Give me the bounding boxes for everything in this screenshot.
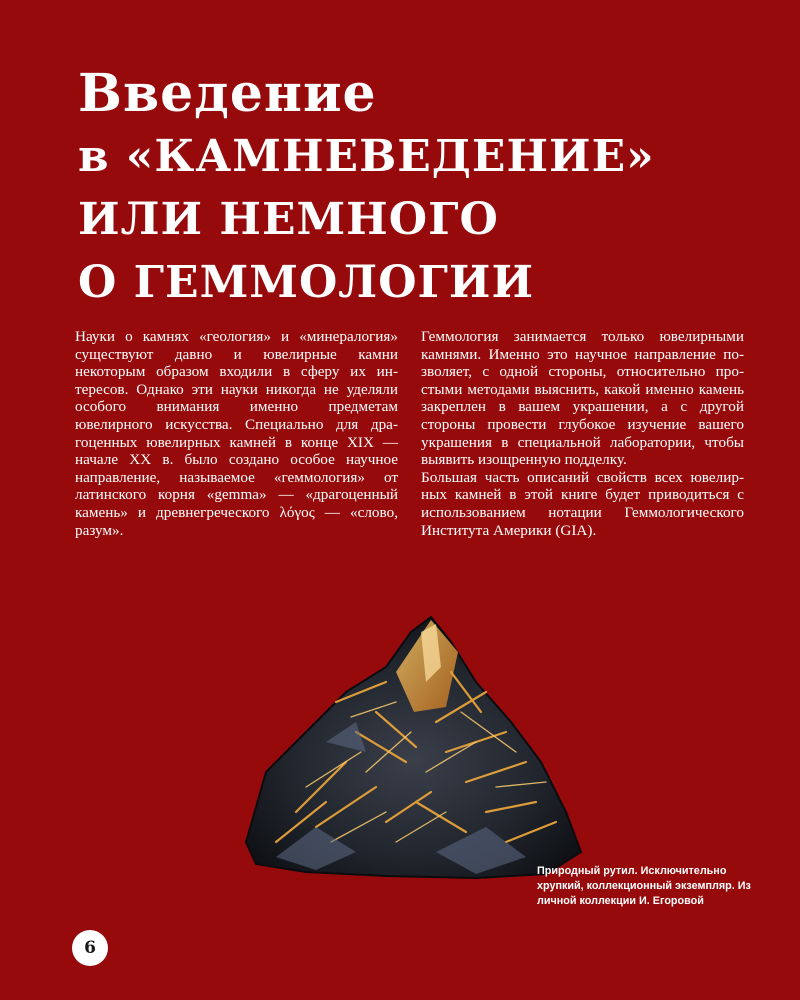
- page-title: [78, 62, 758, 314]
- right-paragraph-1: Геммология занимается только ювелирными камнями. Именно это научное направление позволяет, с одной стороны, относительно простыми методами выяснить, какой именно камень закреплен в вашем украшении, а с другой стороны провести глубокое изучение вашего украшения в специальной лаборатории, чтобы выявить изощренную подделку.: [421, 328, 744, 469]
- page-number-badge: [72, 930, 108, 966]
- title-line-3: ИЛИ НЕМНОГО: [78, 194, 499, 245]
- rutile-specimen-image: [236, 612, 588, 880]
- title-line-2: в «КАМНЕВЕДЕНИЕ»: [78, 131, 655, 182]
- right-text-column: [421, 328, 744, 539]
- title-line-1: Введение: [78, 63, 377, 124]
- figure-caption: Природный рутил. Исключительно хрупкий, коллекционный экземпляр. Из личной коллекции И. Егоровой: [537, 865, 751, 907]
- title-line-4: О ГЕММОЛОГИИ: [78, 257, 535, 308]
- left-paragraph: Науки о камнях «геология» и «минералогия» существуют давно и ювелирные камни некоторым образом входили в сферу их интересов. Однако эти науки никогда не уделяли особого внимания именно предметам ювелирного искусства. Специально для драгоценных ювелирных камней в конце XIX — начале XX в. было создано особое научное направление, называемое «геммология» от латинского корня «gemma» — «драгоценный камень» и древнегреческого λόγος — «слово, разум».: [75, 328, 398, 539]
- left-text-column: [75, 328, 398, 539]
- right-paragraph-2: Большая часть описаний свойств всех ювелирных камней в этой книге будет приводиться с использованием нотации Геммологического Института Америки (GIA).: [421, 468, 744, 539]
- page-number: 6: [84, 938, 96, 958]
